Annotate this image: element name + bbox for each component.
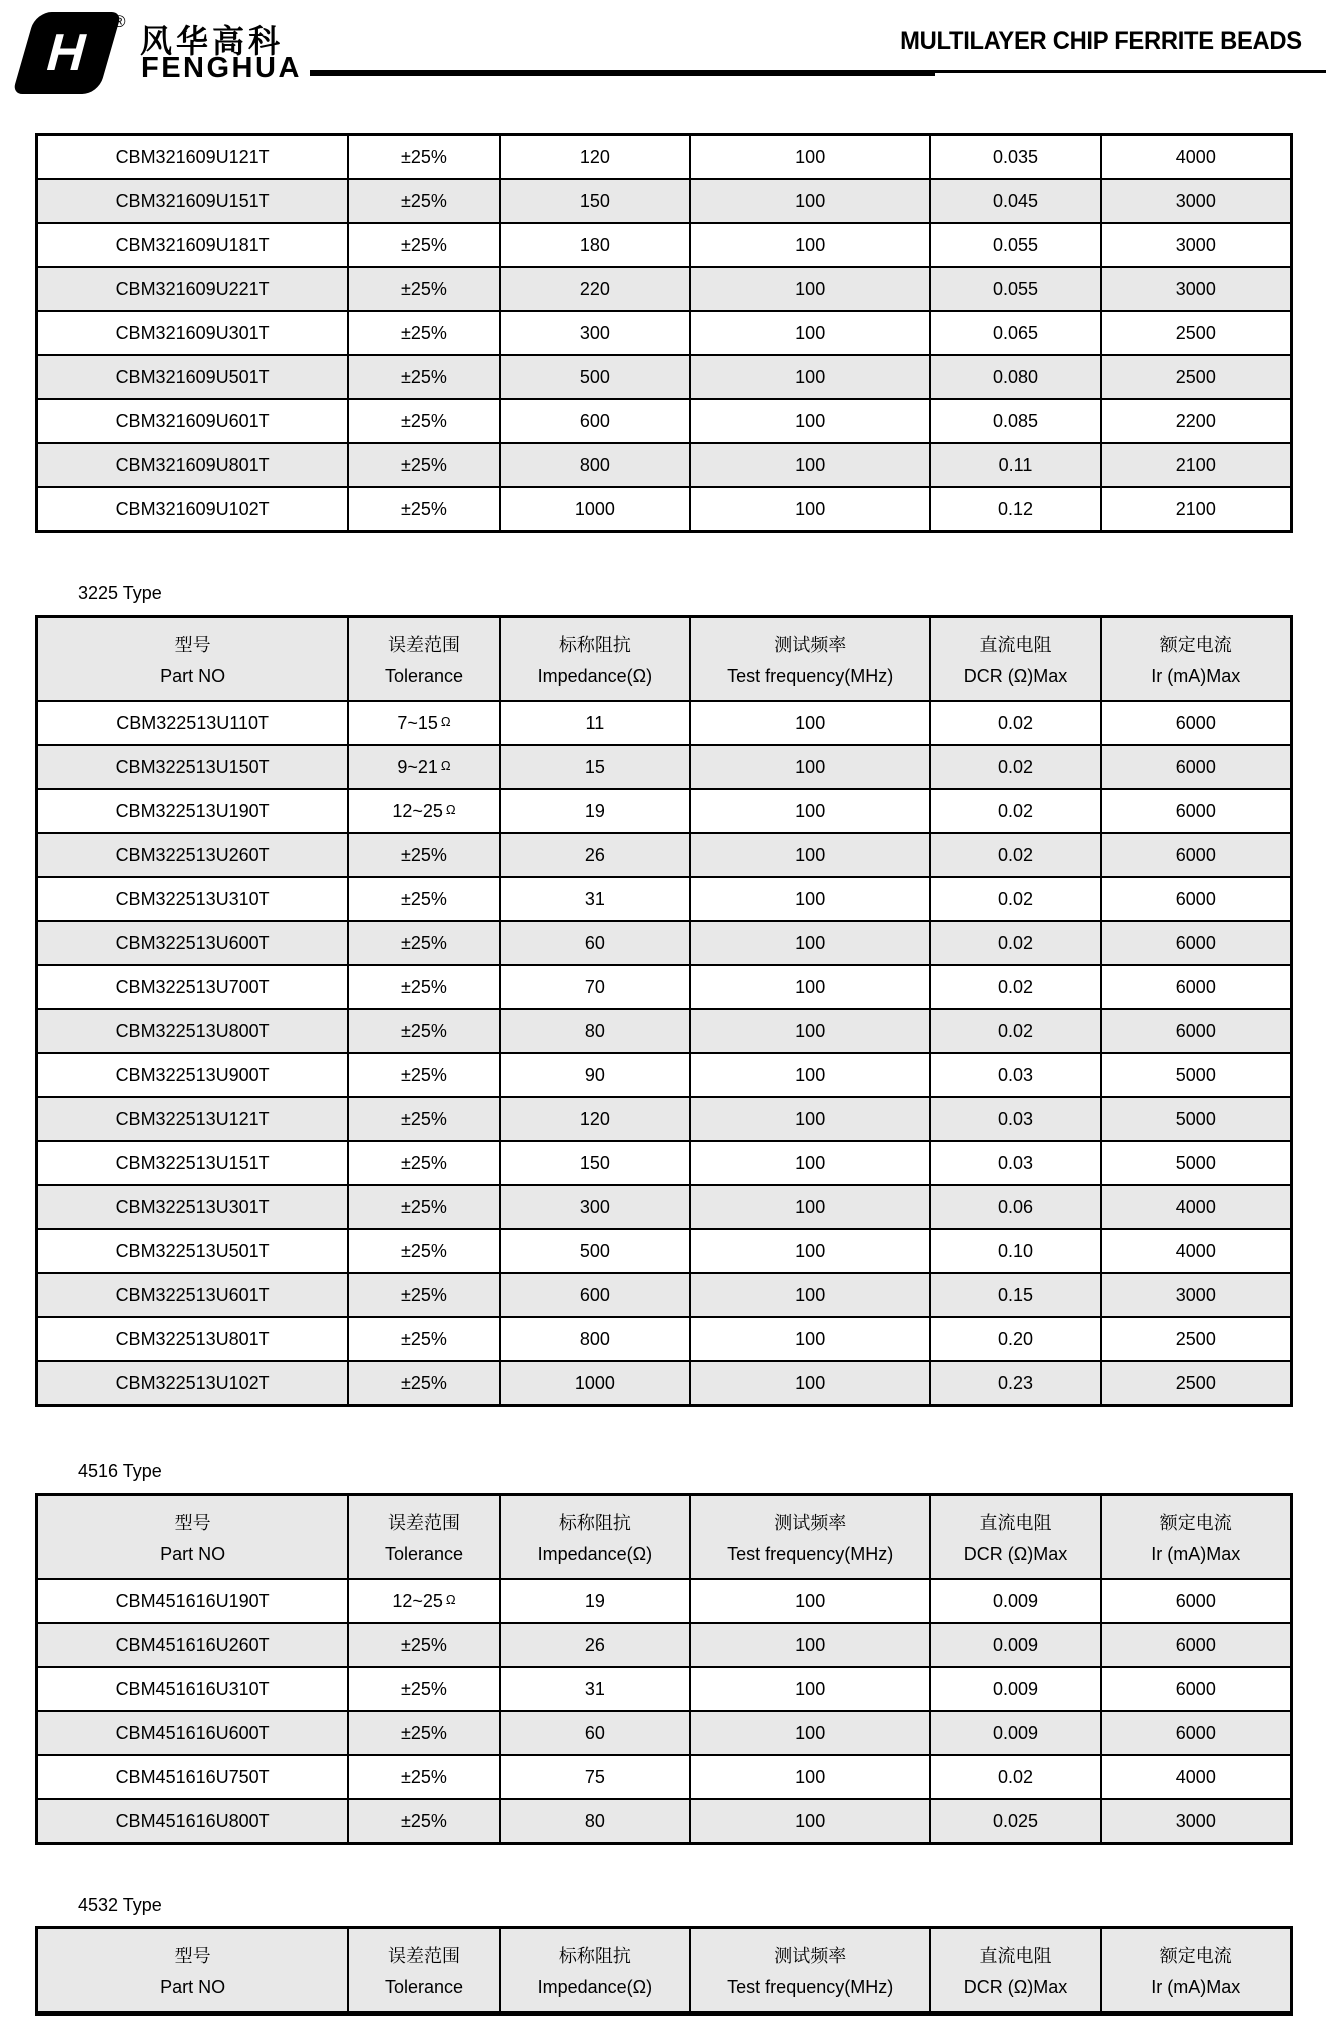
test-frequency-cell: 100 — [689, 966, 929, 1008]
tolerance-cell: 7~15 Ω — [347, 702, 498, 744]
test-frequency-cell: 100 — [689, 878, 929, 920]
part-no-cell: CBM322513U102T — [115, 1372, 270, 1393]
rated-current-cell: 3000 — [1100, 180, 1290, 222]
test-frequency-cell: 100 — [689, 1318, 929, 1360]
dcr-cell: 0.02 — [929, 834, 1099, 876]
rated-current-cell: 4000 — [1100, 136, 1290, 178]
column-header-english: Part NO — [160, 666, 226, 686]
test-frequency-cell: 100 — [689, 1362, 929, 1404]
part-no-cell: CBM321609U221T — [115, 278, 270, 299]
column-header-english: Part NO — [160, 1544, 226, 1564]
part-no-cell: CBM322513U190T — [115, 800, 270, 821]
impedance-cell: 31 — [499, 878, 689, 920]
test-frequency-cell: 100 — [689, 400, 929, 442]
column-header — [689, 1929, 929, 2011]
impedance-cell: 120 — [499, 1098, 689, 1140]
part-no-cell: CBM321609U801T — [115, 454, 270, 475]
table-header-row — [38, 1496, 1290, 1580]
rated-current-cell: 2500 — [1100, 312, 1290, 354]
dcr-cell: 0.009 — [929, 1712, 1099, 1754]
column-header-english: Tolerance — [384, 1544, 463, 1564]
table-row — [38, 788, 1290, 832]
test-frequency-cell: 100 — [689, 922, 929, 964]
table-row — [38, 310, 1290, 354]
impedance-cell: 180 — [499, 224, 689, 266]
column-header — [38, 1929, 347, 2011]
rated-current-cell: 2500 — [1100, 356, 1290, 398]
table-body — [38, 1580, 1290, 1842]
dcr-cell: 0.025 — [929, 1800, 1099, 1842]
column-header-english: DCR (Ω)Max — [963, 1977, 1068, 1997]
dcr-cell: 0.085 — [929, 400, 1099, 442]
rated-current-cell: 2500 — [1100, 1318, 1290, 1360]
rated-current-cell: 4000 — [1100, 1186, 1290, 1228]
column-header-chinese: 误差范围 — [387, 635, 460, 655]
tolerance-cell: ±25% — [347, 1712, 498, 1754]
rated-current-cell: 6000 — [1100, 1580, 1290, 1622]
test-frequency-cell: 100 — [689, 444, 929, 486]
impedance-cell: 500 — [499, 356, 689, 398]
tolerance-cell: ±25% — [347, 1318, 498, 1360]
column-header-chinese: 标称阻抗 — [558, 1513, 631, 1533]
tolerance-cell: ±25% — [347, 136, 498, 178]
table-row — [38, 1360, 1290, 1404]
table-row — [38, 1184, 1290, 1228]
column-header-english: Ir (mA)Max — [1151, 1977, 1241, 1997]
column-header — [347, 1496, 498, 1578]
impedance-cell: 800 — [499, 1318, 689, 1360]
tolerance-cell: ±25% — [347, 966, 498, 1008]
column-header-chinese: 型号 — [174, 1513, 211, 1533]
test-frequency-cell: 100 — [689, 702, 929, 744]
rated-current-cell: 6000 — [1100, 746, 1290, 788]
table-row — [38, 964, 1290, 1008]
table-row — [38, 266, 1290, 310]
impedance-cell: 600 — [499, 400, 689, 442]
test-frequency-cell: 100 — [689, 1142, 929, 1184]
test-frequency-cell: 100 — [689, 180, 929, 222]
test-frequency-cell: 100 — [689, 268, 929, 310]
dcr-cell: 0.055 — [929, 224, 1099, 266]
table-row — [38, 136, 1290, 178]
rated-current-cell: 3000 — [1100, 224, 1290, 266]
dcr-cell: 0.065 — [929, 312, 1099, 354]
rated-current-cell: 6000 — [1100, 790, 1290, 832]
test-frequency-cell: 100 — [689, 1054, 929, 1096]
column-header-english: Test frequency(MHz) — [727, 666, 894, 686]
part-no-cell: CBM322513U801T — [115, 1328, 270, 1349]
table-row — [38, 876, 1290, 920]
impedance-cell: 150 — [499, 180, 689, 222]
column-header-english: Ir (mA)Max — [1151, 1544, 1241, 1564]
part-no-cell: CBM322513U700T — [115, 976, 270, 997]
table-4532-series — [35, 1926, 1293, 2016]
rated-current-cell: 6000 — [1100, 1668, 1290, 1710]
table-row — [38, 354, 1290, 398]
table-row — [38, 1622, 1290, 1666]
column-header — [929, 1496, 1099, 1578]
logo-monogram: H — [45, 24, 83, 82]
dcr-cell: 0.02 — [929, 1756, 1099, 1798]
dcr-cell: 0.03 — [929, 1098, 1099, 1140]
test-frequency-cell: 100 — [689, 1756, 929, 1798]
impedance-cell: 31 — [499, 1668, 689, 1710]
table-3225-series — [35, 615, 1293, 1407]
rated-current-cell: 6000 — [1100, 834, 1290, 876]
table-3216-series — [35, 133, 1293, 533]
column-header-english: Test frequency(MHz) — [727, 1977, 894, 1997]
part-no-cell: CBM321609U601T — [115, 410, 270, 431]
table-row — [38, 1666, 1290, 1710]
rated-current-cell: 6000 — [1100, 702, 1290, 744]
table-row — [38, 1580, 1290, 1622]
dcr-cell: 0.12 — [929, 488, 1099, 530]
rated-current-cell: 4000 — [1100, 1756, 1290, 1798]
test-frequency-cell: 100 — [689, 1712, 929, 1754]
page-title: MULTILAYER CHIP FERRITE BEADS — [900, 27, 1302, 55]
impedance-cell: 1000 — [499, 488, 689, 530]
column-header-english: Impedance(Ω) — [537, 666, 653, 686]
column-header-chinese: 误差范围 — [387, 1946, 460, 1966]
rated-current-cell: 5000 — [1100, 1054, 1290, 1096]
rated-current-cell: 3000 — [1100, 268, 1290, 310]
impedance-cell: 300 — [499, 1186, 689, 1228]
column-header — [38, 1496, 347, 1578]
column-header-chinese: 型号 — [174, 635, 211, 655]
impedance-cell: 150 — [499, 1142, 689, 1184]
part-no-cell: CBM321609U301T — [115, 322, 270, 343]
part-no-cell: CBM322513U310T — [115, 888, 270, 909]
rated-current-cell: 6000 — [1100, 878, 1290, 920]
part-no-cell: CBM451616U600T — [115, 1722, 270, 1743]
tolerance-cell: ±25% — [347, 180, 498, 222]
impedance-cell: 90 — [499, 1054, 689, 1096]
column-header-chinese: 测试频率 — [774, 635, 847, 655]
dcr-cell: 0.02 — [929, 1010, 1099, 1052]
test-frequency-cell: 100 — [689, 224, 929, 266]
dcr-cell: 0.11 — [929, 444, 1099, 486]
dcr-cell: 0.20 — [929, 1318, 1099, 1360]
dcr-cell: 0.02 — [929, 878, 1099, 920]
dcr-cell: 0.10 — [929, 1230, 1099, 1272]
part-no-cell: CBM321609U181T — [115, 234, 270, 255]
column-header-chinese: 型号 — [174, 1946, 211, 1966]
impedance-cell: 600 — [499, 1274, 689, 1316]
test-frequency-cell: 100 — [689, 834, 929, 876]
registered-trademark-icon: ® — [113, 12, 126, 31]
test-frequency-cell: 100 — [689, 1800, 929, 1842]
column-header-english: Impedance(Ω) — [537, 1544, 653, 1564]
tolerance-cell: 12~25 Ω — [347, 790, 498, 832]
dcr-cell: 0.02 — [929, 790, 1099, 832]
tolerance-cell: ±25% — [347, 1186, 498, 1228]
column-header-english: Ir (mA)Max — [1151, 666, 1241, 686]
dcr-cell: 0.02 — [929, 702, 1099, 744]
impedance-cell: 26 — [499, 834, 689, 876]
tolerance-cell: ±25% — [347, 400, 498, 442]
table-row — [38, 222, 1290, 266]
column-header — [499, 1496, 689, 1578]
dcr-cell: 0.03 — [929, 1054, 1099, 1096]
dcr-cell: 0.06 — [929, 1186, 1099, 1228]
section-label-4532: 4532 Type — [78, 1895, 162, 1915]
part-no-cell: CBM321609U102T — [115, 498, 270, 519]
tolerance-cell: ±25% — [347, 1274, 498, 1316]
table-row — [38, 1052, 1290, 1096]
impedance-cell: 220 — [499, 268, 689, 310]
rated-current-cell: 2200 — [1100, 400, 1290, 442]
tolerance-cell: ±25% — [347, 878, 498, 920]
part-no-cell: CBM451616U260T — [115, 1634, 270, 1655]
tolerance-cell: ±25% — [347, 834, 498, 876]
impedance-cell: 80 — [499, 1800, 689, 1842]
column-header-english: Part NO — [160, 1977, 226, 1997]
column-header — [689, 1496, 929, 1578]
test-frequency-cell: 100 — [689, 1186, 929, 1228]
part-no-cell: CBM322513U110T — [116, 712, 269, 733]
impedance-cell: 11 — [499, 702, 689, 744]
column-header-english: DCR (Ω)Max — [963, 1544, 1068, 1564]
rated-current-cell: 6000 — [1100, 1712, 1290, 1754]
dcr-cell: 0.009 — [929, 1580, 1099, 1622]
column-header-english: Tolerance — [384, 1977, 463, 1997]
column-header-english: Tolerance — [384, 666, 463, 686]
test-frequency-cell: 100 — [689, 1010, 929, 1052]
dcr-cell: 0.02 — [929, 966, 1099, 1008]
table-4516-series — [35, 1493, 1293, 1845]
tolerance-cell: ±25% — [347, 1142, 498, 1184]
part-no-cell: CBM322513U600T — [115, 932, 270, 953]
column-header-chinese: 额定电流 — [1159, 635, 1232, 655]
column-header-english: DCR (Ω)Max — [963, 666, 1068, 686]
fenghua-logo-icon — [24, 12, 110, 94]
tolerance-cell: 9~21 Ω — [347, 746, 498, 788]
tolerance-cell: ±25% — [347, 488, 498, 530]
column-header-chinese: 误差范围 — [387, 1513, 460, 1533]
rated-current-cell: 5000 — [1100, 1142, 1290, 1184]
rated-current-cell: 3000 — [1100, 1274, 1290, 1316]
test-frequency-cell: 100 — [689, 1098, 929, 1140]
header-rule-thin — [935, 70, 1326, 73]
dcr-cell: 0.02 — [929, 922, 1099, 964]
tolerance-cell: ±25% — [347, 312, 498, 354]
column-header-chinese: 直流电阻 — [979, 1946, 1052, 1966]
impedance-cell: 80 — [499, 1010, 689, 1052]
table-row — [38, 744, 1290, 788]
impedance-cell: 19 — [499, 1580, 689, 1622]
table-row — [38, 442, 1290, 486]
table-row — [38, 1008, 1290, 1052]
tolerance-cell: ±25% — [347, 1054, 498, 1096]
test-frequency-cell: 100 — [689, 1580, 929, 1622]
tolerance-cell: ±25% — [347, 1010, 498, 1052]
column-header — [347, 618, 498, 700]
part-no-cell: CBM322513U151T — [115, 1152, 270, 1173]
table-row — [38, 178, 1290, 222]
table-row — [38, 1228, 1290, 1272]
impedance-cell: 15 — [499, 746, 689, 788]
column-header — [499, 1929, 689, 2011]
tolerance-cell: 12~25 Ω — [347, 1580, 498, 1622]
part-no-cell: CBM322513U501T — [115, 1240, 270, 1261]
column-header — [499, 618, 689, 700]
tolerance-cell: ±25% — [347, 1362, 498, 1404]
part-no-cell: CBM321609U151T — [115, 190, 270, 211]
test-frequency-cell: 100 — [689, 790, 929, 832]
impedance-cell: 120 — [499, 136, 689, 178]
tolerance-cell: ±25% — [347, 922, 498, 964]
rated-current-cell: 6000 — [1100, 1624, 1290, 1666]
test-frequency-cell: 100 — [689, 136, 929, 178]
test-frequency-cell: 100 — [689, 356, 929, 398]
rated-current-cell: 6000 — [1100, 1010, 1290, 1052]
tolerance-cell: ±25% — [347, 224, 498, 266]
impedance-cell: 75 — [499, 1756, 689, 1798]
rated-current-cell: 4000 — [1100, 1230, 1290, 1272]
tolerance-cell: ±25% — [347, 444, 498, 486]
column-header — [38, 618, 347, 700]
section-label-4516: 4516 Type — [78, 1461, 162, 1481]
rated-current-cell: 2500 — [1100, 1362, 1290, 1404]
table-row — [38, 1140, 1290, 1184]
part-no-cell: CBM322513U900T — [115, 1064, 270, 1085]
dcr-cell: 0.009 — [929, 1668, 1099, 1710]
table-row — [38, 832, 1290, 876]
logo-text-chinese: 风华高科 — [140, 23, 285, 59]
column-header-chinese: 直流电阻 — [979, 1513, 1052, 1533]
impedance-cell: 500 — [499, 1230, 689, 1272]
table-row — [38, 398, 1290, 442]
part-no-cell: CBM451616U190T — [115, 1590, 270, 1611]
tolerance-cell: ±25% — [347, 1230, 498, 1272]
part-no-cell: CBM322513U601T — [115, 1284, 270, 1305]
test-frequency-cell: 100 — [689, 1668, 929, 1710]
column-header-chinese: 测试频率 — [774, 1946, 847, 1966]
impedance-cell: 60 — [499, 922, 689, 964]
column-header-chinese: 额定电流 — [1159, 1513, 1232, 1533]
tolerance-cell: ±25% — [347, 268, 498, 310]
table-row — [38, 1710, 1290, 1754]
table-header-row — [38, 618, 1290, 702]
dcr-cell: 0.055 — [929, 268, 1099, 310]
part-no-cell: CBM451616U800T — [115, 1810, 270, 1831]
impedance-cell: 60 — [499, 1712, 689, 1754]
dcr-cell: 0.03 — [929, 1142, 1099, 1184]
column-header-english: Test frequency(MHz) — [727, 1544, 894, 1564]
test-frequency-cell: 100 — [689, 746, 929, 788]
test-frequency-cell: 100 — [689, 1274, 929, 1316]
column-header — [1100, 1496, 1290, 1578]
column-header-english: Impedance(Ω) — [537, 1977, 653, 1997]
column-header — [929, 618, 1099, 700]
dcr-cell: 0.035 — [929, 136, 1099, 178]
dcr-cell: 0.080 — [929, 356, 1099, 398]
dcr-cell: 0.02 — [929, 746, 1099, 788]
table-header-row — [38, 1929, 1290, 2013]
part-no-cell: CBM321609U501T — [115, 366, 270, 387]
rated-current-cell: 3000 — [1100, 1800, 1290, 1842]
rated-current-cell: 6000 — [1100, 966, 1290, 1008]
column-header-chinese: 直流电阻 — [979, 635, 1052, 655]
tolerance-cell: ±25% — [347, 1800, 498, 1842]
column-header — [1100, 1929, 1290, 2011]
table-row — [38, 1798, 1290, 1842]
table-row — [38, 486, 1290, 530]
part-no-cell: CBM451616U750T — [115, 1766, 270, 1787]
test-frequency-cell: 100 — [689, 1624, 929, 1666]
test-frequency-cell: 100 — [689, 488, 929, 530]
section-label-3225: 3225 Type — [78, 583, 162, 603]
table-body — [38, 136, 1290, 530]
impedance-cell: 1000 — [499, 1362, 689, 1404]
table-row — [38, 702, 1290, 744]
part-no-cell: CBM322513U150T — [115, 756, 270, 777]
column-header-chinese: 标称阻抗 — [558, 635, 631, 655]
tolerance-cell: ±25% — [347, 1668, 498, 1710]
impedance-cell: 70 — [499, 966, 689, 1008]
column-header — [1100, 618, 1290, 700]
column-header-chinese: 标称阻抗 — [558, 1946, 631, 1966]
test-frequency-cell: 100 — [689, 312, 929, 354]
test-frequency-cell: 100 — [689, 1230, 929, 1272]
tolerance-cell: ±25% — [347, 356, 498, 398]
part-no-cell: CBM322513U800T — [115, 1020, 270, 1041]
table-row — [38, 1096, 1290, 1140]
table-row — [38, 920, 1290, 964]
rated-current-cell: 6000 — [1100, 922, 1290, 964]
column-header-chinese: 额定电流 — [1159, 1946, 1232, 1966]
impedance-cell: 26 — [499, 1624, 689, 1666]
tolerance-cell: ±25% — [347, 1624, 498, 1666]
column-header-chinese: 测试频率 — [774, 1513, 847, 1533]
header-rule-thick — [310, 70, 935, 76]
impedance-cell: 300 — [499, 312, 689, 354]
part-no-cell: CBM322513U260T — [115, 844, 270, 865]
table-row — [38, 1272, 1290, 1316]
impedance-cell: 800 — [499, 444, 689, 486]
rated-current-cell: 2100 — [1100, 444, 1290, 486]
impedance-cell: 19 — [499, 790, 689, 832]
dcr-cell: 0.009 — [929, 1624, 1099, 1666]
logo-text-english: FENGHUA — [141, 52, 302, 84]
part-no-cell: CBM451616U310T — [115, 1678, 270, 1699]
rated-current-cell: 5000 — [1100, 1098, 1290, 1140]
tolerance-cell: ±25% — [347, 1756, 498, 1798]
dcr-cell: 0.23 — [929, 1362, 1099, 1404]
tolerance-cell: ±25% — [347, 1098, 498, 1140]
part-no-cell: CBM322513U301T — [115, 1196, 270, 1217]
table-row — [38, 1754, 1290, 1798]
column-header — [689, 618, 929, 700]
dcr-cell: 0.045 — [929, 180, 1099, 222]
column-header — [929, 1929, 1099, 2011]
table-row — [38, 1316, 1290, 1360]
table-body — [38, 702, 1290, 1404]
part-no-cell: CBM321609U121T — [115, 146, 270, 167]
part-no-cell: CBM322513U121T — [115, 1108, 270, 1129]
column-header — [347, 1929, 498, 2011]
dcr-cell: 0.15 — [929, 1274, 1099, 1316]
rated-current-cell: 2100 — [1100, 488, 1290, 530]
